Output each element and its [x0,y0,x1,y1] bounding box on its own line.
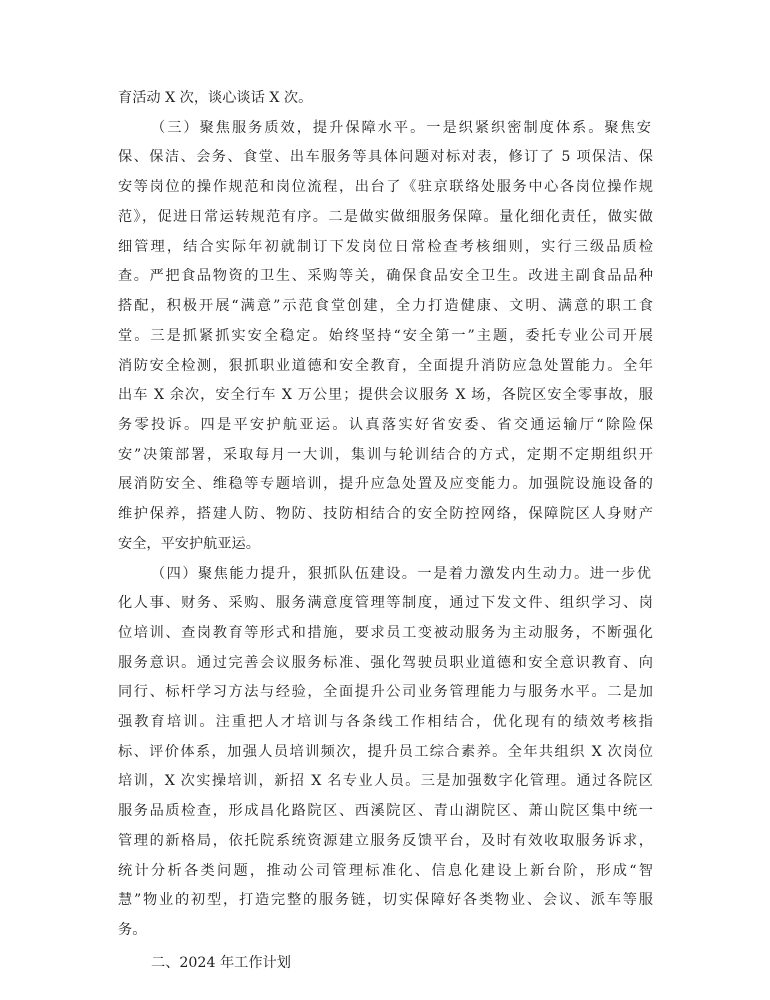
text-line: 范》，促进日常运转规范有序。二是做实做细服务保障。量化细化责任，做实做 [118,209,653,225]
text-line: 服务品质检查，形成昌化路院区、西溪院区、青山湖院区、萧山院区集中统一 [118,803,653,819]
text-line: （四）聚焦能力提升，狠抓队伍建设。一是着力激发内生动力。进一步优 [151,566,651,582]
text-line: 搭配，积极开展“满意”示范食堂创建，全力打造健康、文明、满意的职工食 [118,298,653,314]
text-line: 强教育培训。注重把人才培训与各条线工作相结合，优化现有的绩效考核指 [118,714,653,730]
text-line: 标、评价体系，加强人员培训频次，提升员工综合素养。全年共组织 X 次岗位 [118,744,653,760]
text-line: 出车 X 余次，安全行车 X 万公里；提供会议服务 X 场，各院区安全零事故，服 [118,387,653,403]
text-line: 管理的新格局，依托院系统资源建立服务反馈平台，及时有效收取服务诉求， [118,833,653,849]
text-line: 统计分析各类问题，推动公司管理标准化、信息化建设上新台阶，形成“智 [118,863,653,879]
section-heading: 二、2024 年工作计划 [151,955,291,971]
text-line: 查。严把食品物资的卫生、采购等关，确保食品安全卫生。改进主副食品品种 [118,268,653,284]
text-line: 化人事、财务、采购、服务满意度管理等制度，通过下发文件、组织学习、岗 [118,595,653,611]
text-line: 慧”物业的初型，打造完整的服务链，切实保障好各类物业、会议、派车等服 [118,892,653,908]
text-line: 安等岗位的操作规范和岗位流程，出台了《驻京联络处服务中心各岗位操作规 [118,179,653,195]
text-line: 细管理，结合实际年初就制订下发岗位日常检查考核细则，实行三级品质检 [118,239,653,255]
text-line: 保、保洁、会务、食堂、出车服务等具体问题对标对表，修订了 5 项保洁、保 [118,149,653,165]
text-line: 维护保养，搭建人防、物防、技防相结合的安全防控网络，保障院区人身财产 [118,506,653,522]
text-line: 展消防安全、维稳等专题培训，提升应急处置及应变能力。加强院设施设备的 [118,476,653,492]
text-line: 安全，平安护航亚运。 [118,536,260,552]
text-line: 同行、标杆学习方法与经验，全面提升公司业务管理能力与服务水平。二是加 [118,684,653,700]
text-line: 培训，X 次实操培训，新招 X 名专业人员。三是加强数字化管理。通过各院区 [118,773,653,789]
text-line: 堂。三是抓紧抓实安全稳定。始终坚持“安全第一”主题，委托专业公司开展 [118,328,653,344]
text-line: 务。 [118,922,147,938]
text-line: 位培训、查岗教育等形式和措施，要求员工变被动服务为主动服务，不断强化 [118,625,653,641]
text-line: （三）聚焦服务质效，提升保障水平。一是织紧织密制度体系。聚焦安 [151,120,651,136]
text-line: 消防安全检测，狠抓职业道德和安全教育，全面提升消防应急处置能力。全年 [118,358,653,374]
text-line: 安”决策部署，采取每月一大训，集训与轮训结合的方式，定期不定期组织开 [118,447,653,463]
text-line: 服务意识。通过完善会议服务标准、强化驾驶员职业道德和安全意识教育、向 [118,655,653,671]
text-line: 育活动 X 次，谈心谈话 X 次。 [118,90,313,106]
text-line: 务零投诉。四是平安护航亚运。认真落实好省安委、省交通运输厅“除险保 [118,417,653,433]
